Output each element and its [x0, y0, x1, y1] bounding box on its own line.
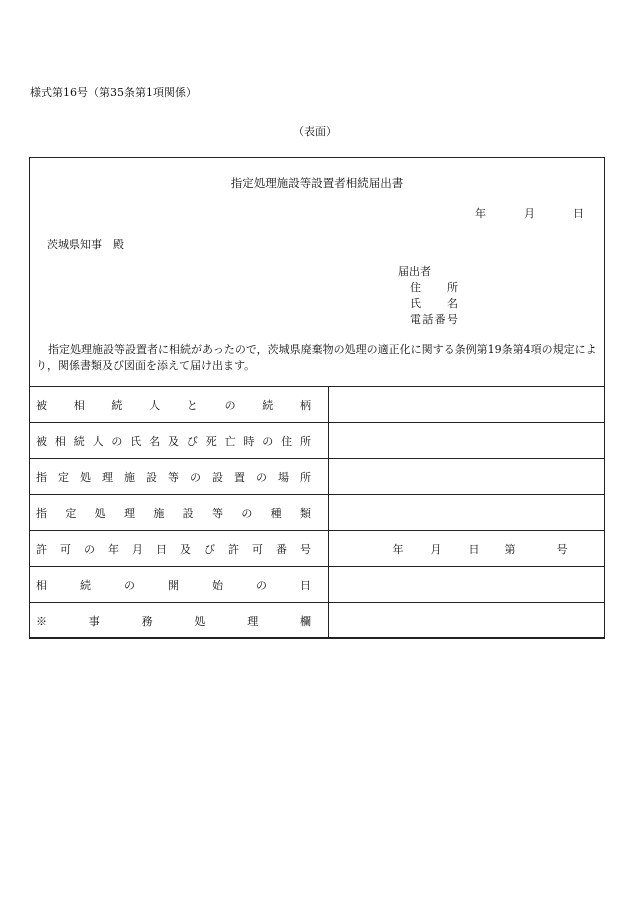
row-value-field[interactable] [329, 567, 605, 603]
table-row [30, 531, 605, 567]
addressee: 茨城県知事 殿 [47, 238, 124, 251]
row-label: 指定処理施設等の種類 [36, 506, 311, 520]
applicant-heading: 届出者 [398, 265, 431, 278]
table-row [30, 567, 605, 603]
office-use-field[interactable] [329, 603, 605, 639]
date-line [475, 205, 584, 221]
form-frame [29, 157, 605, 638]
row-value-field[interactable] [329, 423, 605, 459]
table-row [30, 387, 605, 423]
applicant-block [398, 264, 458, 328]
row-label: 指定処理施設等の設置の場所 [36, 470, 311, 484]
document-title: 指定処理施設等設置者相続届出書 [230, 176, 404, 190]
table-row [30, 603, 605, 639]
permit-number-suffix: 号 [556, 542, 568, 556]
date-day-label: 日 [573, 207, 584, 220]
row-label: 被相続人との続柄 [36, 398, 311, 412]
permit-year-label: 年 [392, 542, 404, 556]
permit-month-label: 月 [430, 542, 442, 556]
form-number: 様式第16号（第35条第1項関係） [30, 86, 197, 99]
table-row [30, 495, 605, 531]
items-table [29, 386, 605, 639]
permit-number-prefix: 第 [504, 542, 516, 556]
row-value-field[interactable] [329, 459, 605, 495]
date-month-label: 月 [524, 207, 535, 220]
table-row [30, 423, 605, 459]
row-value-field[interactable] [329, 495, 605, 531]
row-label: 被相続人の氏名及び死亡時の住所 [36, 434, 311, 448]
row-label: ※事務処理欄 [36, 614, 311, 628]
name-label: 氏名 [410, 297, 458, 310]
table-row [30, 459, 605, 495]
phone-label: 電話番号 [410, 313, 458, 326]
address-label: 住所 [410, 281, 458, 294]
row-label: 相続の開始の日 [36, 578, 311, 592]
side-label: （表面） [293, 125, 337, 138]
date-year-label: 年 [475, 207, 486, 220]
body-text: 指定処理施設等設置者に相続があったので，茨城県廃棄物の処理の適正化に関する条例第19条第4項の規定により，関係書類及び図面を添えて届け出ます。 [36, 343, 597, 372]
permit-fill [329, 541, 604, 557]
permit-value-field[interactable] [329, 531, 605, 567]
row-label: 許可の年月日及び許可番号 [36, 542, 311, 556]
permit-day-label: 日 [468, 542, 480, 556]
row-value-field[interactable] [329, 387, 605, 423]
